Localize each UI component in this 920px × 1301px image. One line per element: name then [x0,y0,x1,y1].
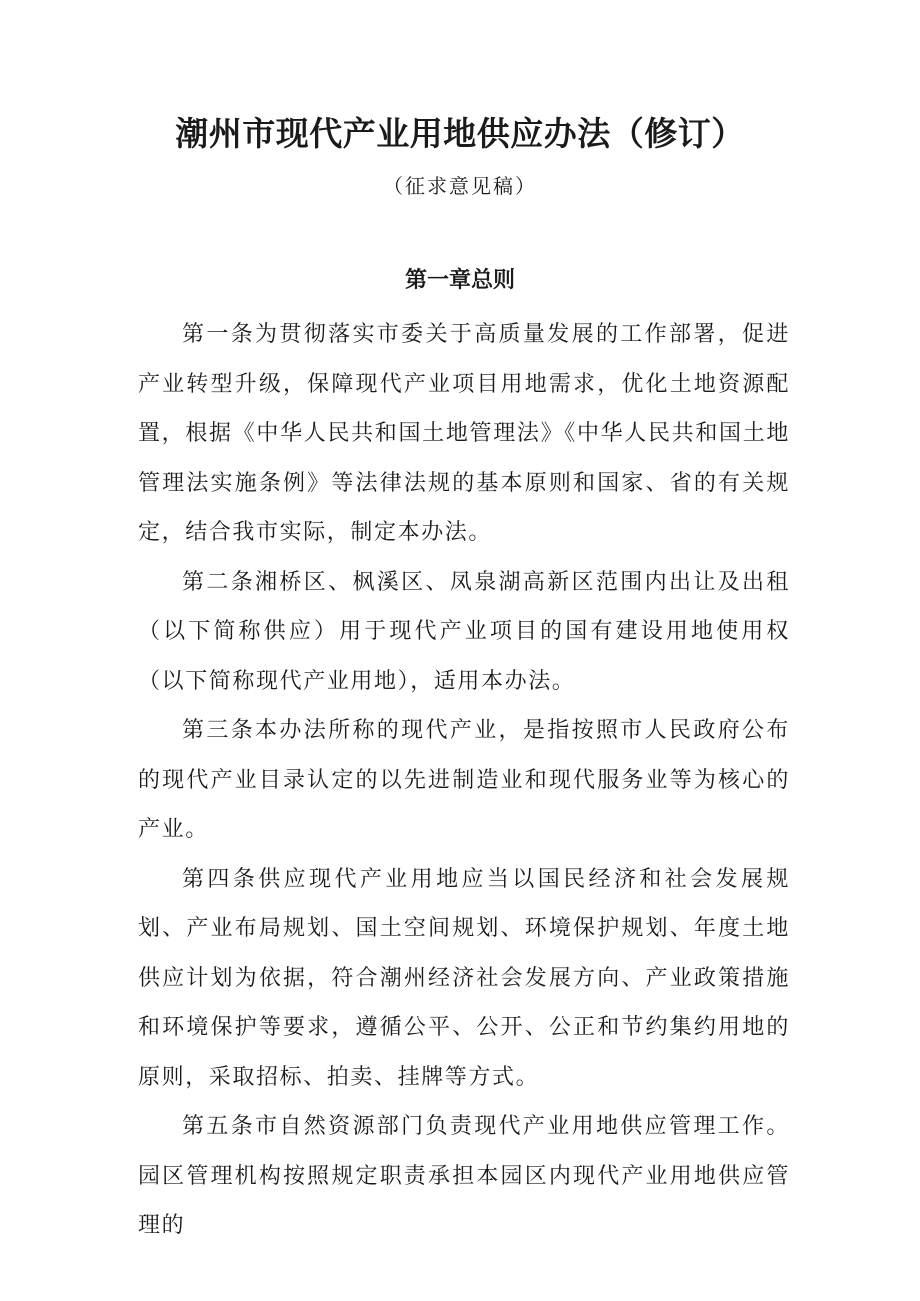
article-1: 第一条为贯彻落实市委关于高质量发展的工作部署，促进产业转型升级，保障现代产业项目用地需求，优化土地资源配置，根据《中华人民共和国土地管理法》《中华人民共和国土地管理法实施条例》等法律法规的基本原则和国家、省的有关规定，结合我市实际，制定本办法。 [138,322,790,545]
document-body [138,310,790,1251]
article-5: 第五条市自然资源部门负责现代产业用地供应管理工作。园区管理机构按照规定职责承担本园区内现代产业用地供应管理的 [138,1114,790,1238]
document-subtitle: （征求意见稿） [383,174,537,198]
chapter-heading: 第一章总则 [404,268,515,293]
document-title: 潮州市现代产业用地供应办法（修订） [175,114,745,153]
article-4: 第四条供应现代产业用地应当以国民经济和社会发展规划、产业布局规划、国土空间规划、环境保护规划、年度土地供应计划为依据，符合潮州经济社会发展方向、产业政策措施和环境保护等要求，遵循公平、公开、公正和节约集约用地的原则，采取招标、拍卖、挂牌等方式。 [138,866,790,1090]
article-3: 第三条本办法所称的现代产业，是指按照市人民政府公布的现代产业目录认定的以先进制造业和现代服务业等为核心的产业。 [138,718,790,842]
article-2: 第二条湘桥区、枫溪区、凤泉湖高新区范围内出让及出租（以下简称供应）用于现代产业项目的国有建设用地使用权（以下简称现代产业用地），适用本办法。 [138,569,790,694]
